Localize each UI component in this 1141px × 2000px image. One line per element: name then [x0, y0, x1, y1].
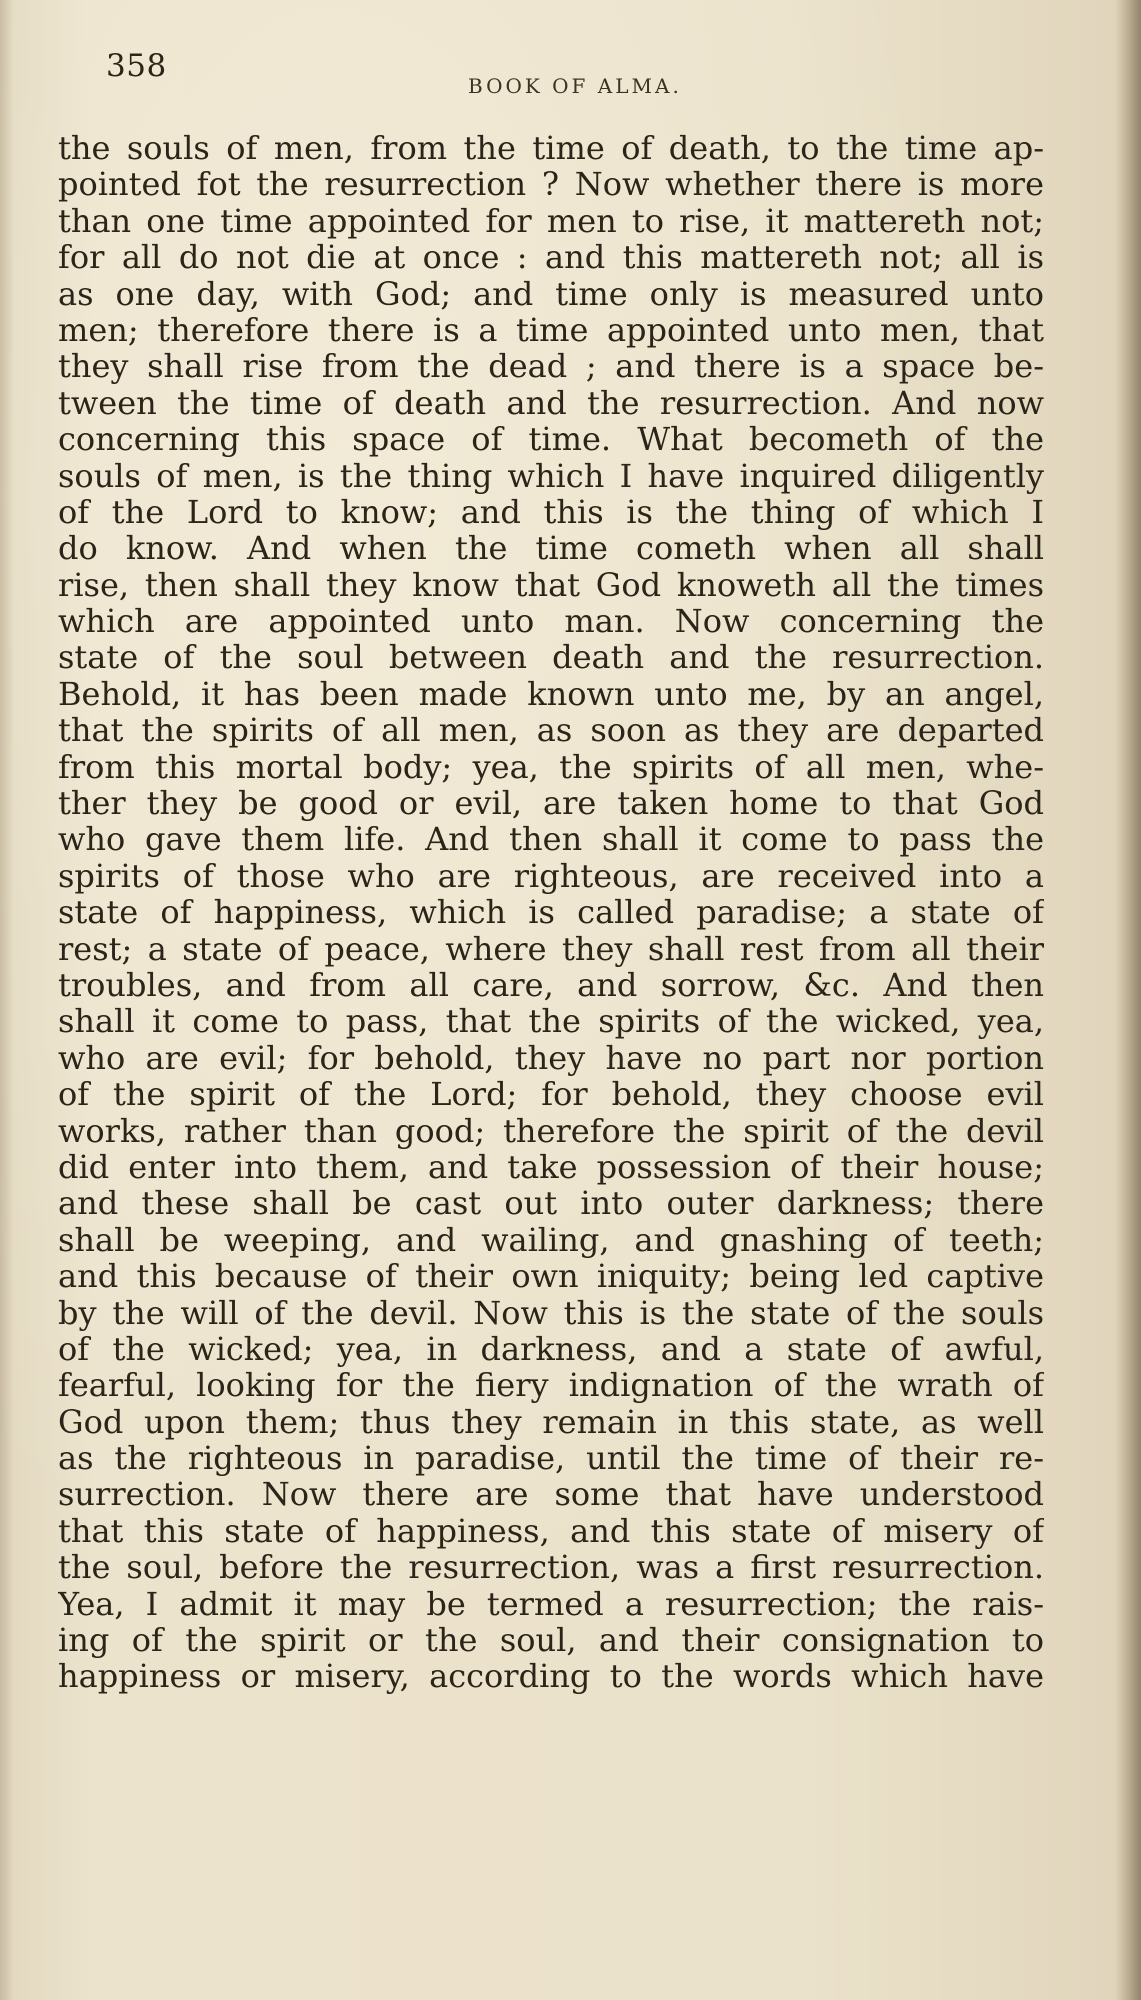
text-line: of the wicked; yea, in darkness, and a state of awful, — [58, 1330, 1044, 1368]
text-line: Yea, I admit it may be termed a resurrection; the rais- — [58, 1585, 1044, 1623]
text-line: the souls of men, from the time of death, to the time ap- — [58, 130, 1044, 167]
text-line: and this because of their own iniquity; being led captive — [58, 1258, 1044, 1295]
text-line: of the Lord to know; and this is the thing of which I — [58, 493, 1044, 531]
text-line: troubles, and from all care, and sorrow, &c. And then — [58, 966, 1044, 1004]
page-left-edge-shadow — [0, 0, 14, 2000]
text-line: tween the time of death and the resurrection. And now — [58, 384, 1044, 422]
body-text — [58, 130, 1044, 1695]
text-line: rest; a state of peace, where they shall rest from all their — [58, 930, 1044, 967]
text-line: state of happiness, which is called paradise; a state of — [58, 894, 1044, 931]
text-line: did enter into them, and take possession of their house; — [58, 1148, 1044, 1186]
text-line: pointed fot the resurrection ? Now whether there is more — [58, 166, 1044, 203]
text-line: state of the soul between death and the resurrection. — [58, 639, 1044, 676]
text-line: fearful, looking for the fiery indignation of the wrath of — [58, 1367, 1044, 1404]
running-head-title: BOOK OF ALMA. — [468, 74, 682, 98]
text-line: surrection. Now there are some that have understood — [58, 1476, 1044, 1513]
text-line: God upon them; thus they remain in this state, as well — [58, 1403, 1044, 1441]
text-line: as one day, with God; and time only is measured unto — [58, 275, 1044, 312]
text-line: works, rather than good; therefore the spirit of the devil — [58, 1112, 1044, 1149]
text-line: from this mortal body; yea, the spirits of all men, whe- — [58, 748, 1044, 786]
text-line: the soul, before the resurrection, was a first resurrection. — [58, 1549, 1044, 1586]
text-line: ing of the spirit or the soul, and their consignation to — [58, 1622, 1044, 1659]
text-line: shall it come to pass, that the spirits of the wicked, yea, — [58, 1003, 1044, 1040]
page-number: 358 — [106, 48, 167, 84]
text-line: men; therefore there is a time appointed unto men, that — [58, 311, 1044, 349]
text-line: which are appointed unto man. Now concerning the — [58, 603, 1044, 640]
text-line: of the spirit of the Lord; for behold, they choose evil — [58, 1076, 1044, 1113]
text-line: that this state of happiness, and this state of misery of — [58, 1512, 1044, 1550]
text-line: spirits of those who are righteous, are received into a — [58, 857, 1044, 895]
text-line: ther they be good or evil, are taken home to that God — [58, 785, 1044, 822]
text-line: happiness or misery, according to the words which have — [58, 1658, 1044, 1695]
text-line: do know. And when the time cometh when all shall — [58, 530, 1044, 567]
text-line: for all do not die at once : and this mattereth not; all is — [58, 239, 1044, 276]
text-line: as the righteous in paradise, until the time of their re- — [58, 1440, 1044, 1477]
text-line: by the will of the devil. Now this is the state of the souls — [58, 1294, 1044, 1331]
text-line: and these shall be cast out into outer darkness; there — [58, 1185, 1044, 1222]
text-line: that the spirits of all men, as soon as they are departed — [58, 712, 1044, 749]
text-line: who are evil; for behold, they have no part nor portion — [58, 1039, 1044, 1077]
text-line: souls of men, is the thing which I have inquired diligently — [58, 457, 1044, 494]
text-line: who gave them life. And then shall it come to pass the — [58, 821, 1044, 858]
text-line: than one time appointed for men to rise, it mattereth not; — [58, 202, 1044, 240]
text-line: they shall rise from the dead ; and there is a space be- — [58, 348, 1044, 385]
text-line: rise, then shall they know that God knoweth all the times — [58, 566, 1044, 604]
text-line: concerning this space of time. What becometh of the — [58, 421, 1044, 458]
text-line: Behold, it has been made known unto me, by an angel, — [58, 675, 1044, 713]
text-line: shall be weeping, and wailing, and gnashing of teeth; — [58, 1221, 1044, 1259]
page-right-edge-shadow — [1115, 0, 1141, 2000]
